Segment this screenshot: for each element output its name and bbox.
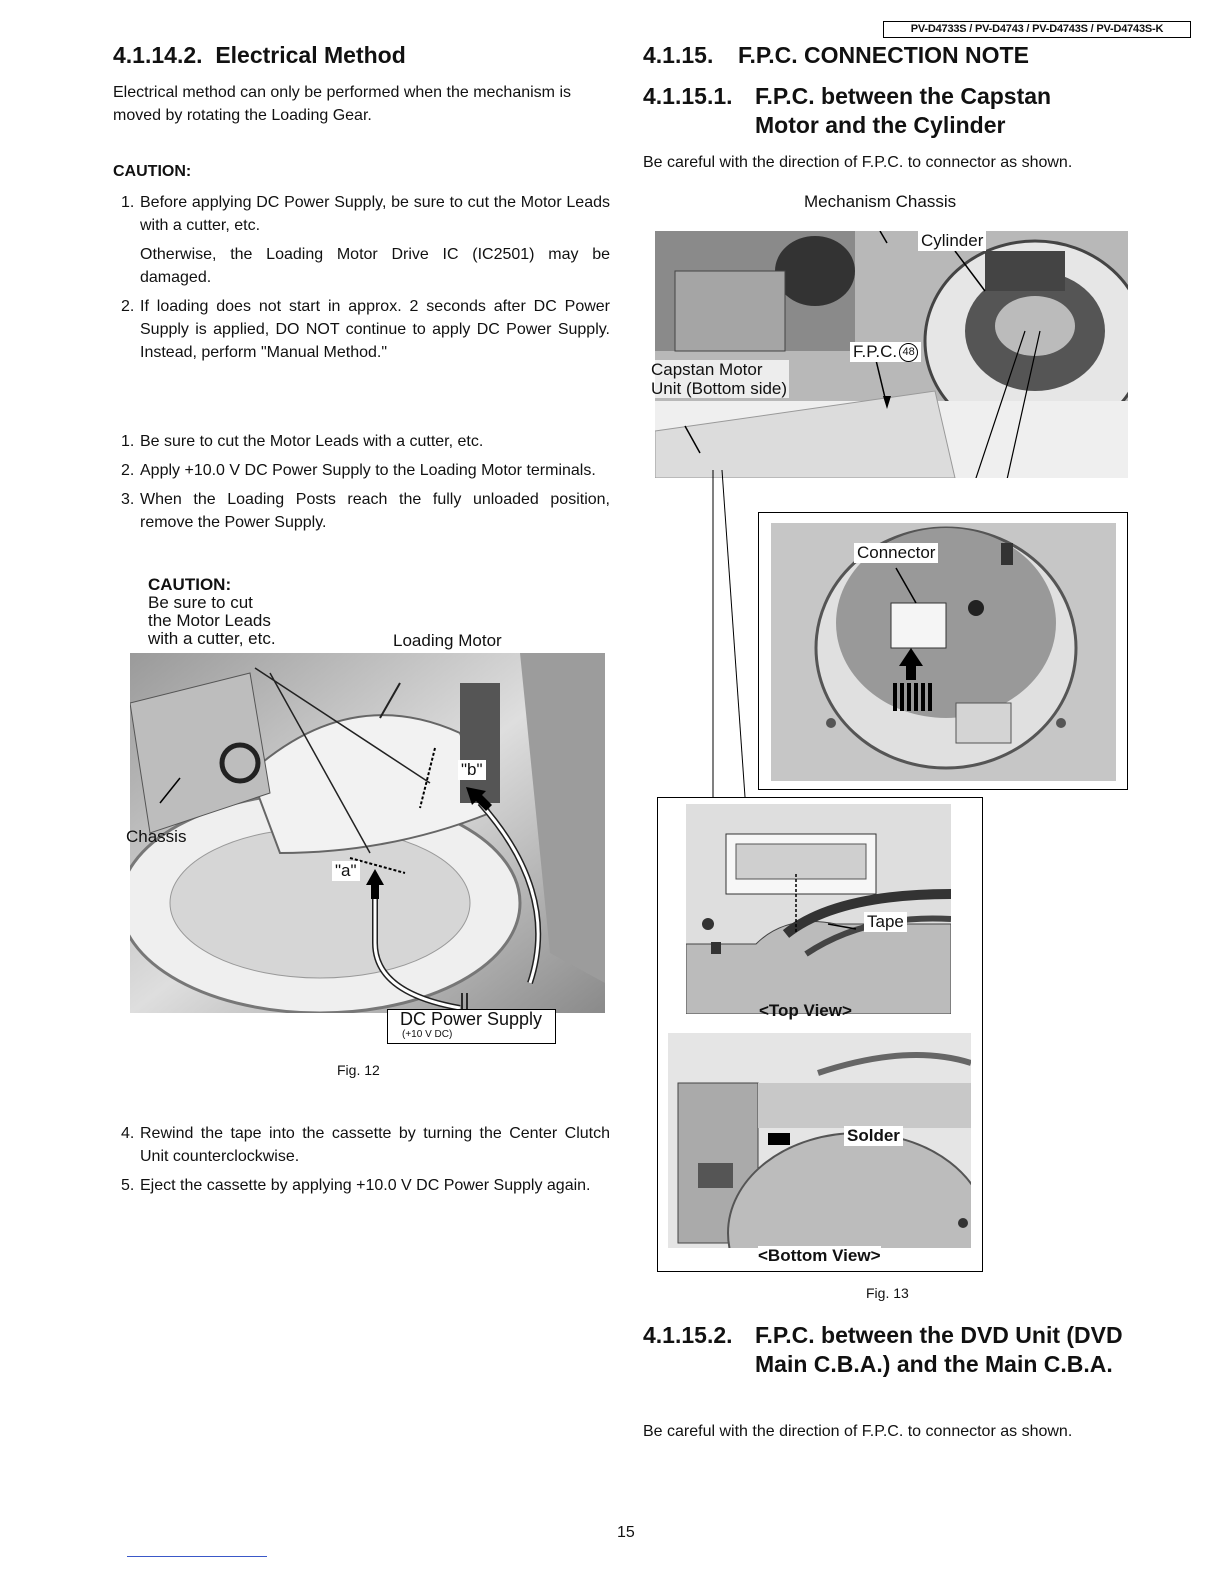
item-text: When the Loading Posts reach the fully unloaded position, remove the Power Supply. [140, 491, 610, 531]
fpc-text: F.P.C. [853, 342, 898, 361]
subsection-title: F.P.C. between the DVD Unit (DVD Main C.B.A.) and the Main C.B.A. [755, 1322, 1123, 1377]
chassis-label: Chassis [126, 827, 187, 846]
section-number: 4.1.14.2. [113, 42, 203, 68]
item-text: Be sure to cut the Motor Leads with a cutter, etc. [140, 433, 484, 450]
cylinder-label: Cylinder [918, 231, 986, 251]
subsection-heading-dvd-main [643, 1321, 1143, 1379]
page-number: 15 [617, 1524, 635, 1541]
item-text: Eject the cassette by applying +10.0 V DC Power Supply again. [140, 1177, 591, 1194]
dc-power-supply-label: DC Power Supply [400, 1009, 543, 1029]
figure13-caption: Fig. 13 [866, 1285, 909, 1301]
connector-label: Connector [854, 543, 938, 563]
caution-heading: CAUTION: [113, 163, 192, 180]
figure-caution-title: CAUTION: [148, 575, 232, 594]
item-number: 2. [121, 298, 135, 315]
footer-rule [127, 1556, 267, 1557]
item-text: Before applying DC Power Supply, be sure to cut the Motor Leads with a cutter, etc. [140, 194, 610, 234]
figure-caution-line: with a cutter, etc. [148, 629, 276, 648]
section-title: F.P.C. CONNECTION NOTE [738, 42, 1029, 68]
bottom-view-label: <Bottom View> [758, 1246, 881, 1265]
tape-label: Tape [864, 912, 907, 932]
capstan-motor-line: Unit (Bottom side) [651, 379, 788, 398]
subsection-title: F.P.C. between the Capstan Motor and the Cylinder [755, 83, 1052, 138]
terminal-a-label: "a" [332, 861, 360, 881]
section-title: Electrical Method [215, 42, 406, 68]
section-number: 4.1.15. [643, 42, 714, 68]
subsection-number: 4.1.15.2. [643, 1322, 733, 1348]
figure-caution-line: the Motor Leads [148, 611, 271, 630]
item-number: 1. [121, 433, 135, 450]
item-number: 4. [121, 1125, 135, 1142]
loading-motor-label: Loading Motor [393, 631, 502, 650]
subsection-number: 4.1.15.1. [643, 83, 733, 109]
dvd-instruction: Be careful with the direction of F.P.C. to connector as shown. [643, 1423, 1073, 1440]
figure12-caption: Fig. 12 [337, 1062, 380, 1078]
capstan-instruction: Be careful with the direction of F.P.C. to connector as shown. [643, 154, 1073, 171]
item-text: Apply +10.0 V DC Power Supply to the Loading Motor terminals. [140, 462, 596, 479]
intro-paragraph: Electrical method can only be performed when the mechanism is moved by rotating the Loading Gear. [113, 84, 571, 124]
item-number: 2. [121, 462, 135, 479]
item-extra-text: Otherwise, the Loading Motor Drive IC (IC2501) may be damaged. [140, 246, 610, 286]
item-number: 1. [121, 194, 135, 211]
solder-label: Solder [844, 1126, 903, 1146]
item-number: 3. [121, 491, 135, 508]
capstan-motor-line: Capstan Motor [651, 360, 763, 379]
dc-voltage-label: (+10 V DC) [402, 1029, 453, 1040]
figure-caution-line: Be sure to cut [148, 593, 253, 612]
item-text: If loading does not start in approx. 2 seconds after DC Power Supply is applied, DO NOT continue to apply DC Power Supply. Instead, perform "Manual Method." [140, 298, 610, 361]
terminal-b-label: "b" [458, 760, 486, 780]
model-number-box: PV-D4733S / PV-D4743 / PV-D4743S / PV-D4743S-K [883, 21, 1191, 38]
item-text: Rewind the tape into the cassette by turning the Center Clutch Unit counterclockwise. [140, 1125, 610, 1165]
mechanism-chassis-label: Mechanism Chassis [804, 192, 957, 211]
item-number: 5. [121, 1177, 135, 1194]
fpc-reference-badge: 48 [899, 343, 918, 362]
top-view-label: <Top View> [759, 1001, 852, 1020]
